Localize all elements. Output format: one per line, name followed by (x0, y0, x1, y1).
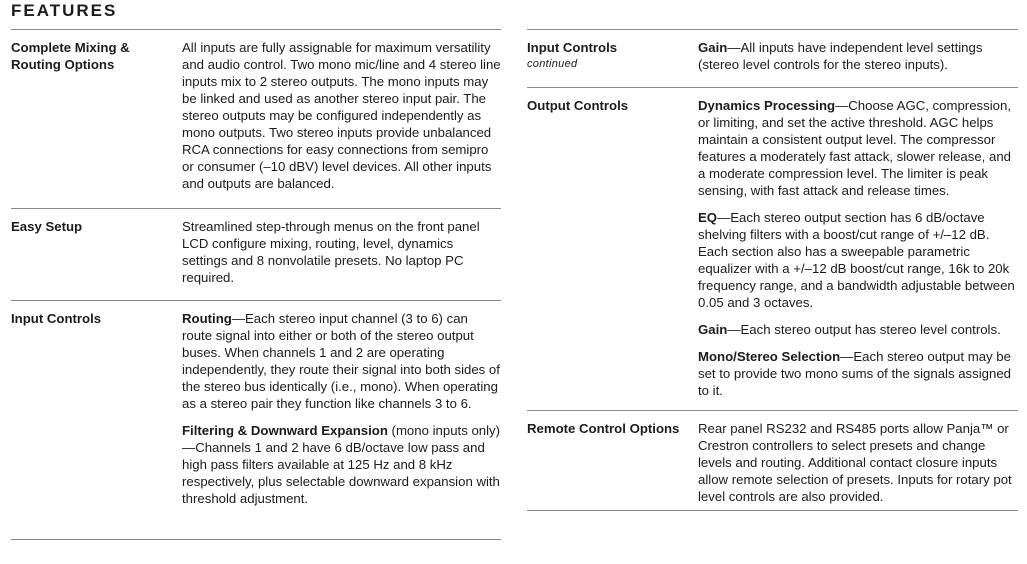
section-heading (527, 97, 698, 403)
right-column (527, 29, 1018, 511)
paragraph-text: —All inputs have independent level settings (stereo level controls for the stereo inputs). (698, 40, 983, 72)
section-body (182, 218, 501, 284)
section-heading-text: Input Controls (11, 311, 102, 326)
section-paragraph (698, 97, 1018, 199)
section-body (182, 310, 501, 533)
section-body (698, 39, 1018, 79)
paragraph-text: —Choose AGC, compression, or limiting, and set the active threshold. AGC helps maintain a consistent output level. The compressor features a moderately fast attack, slower release, and a moderate compression level. The limiter is peak sensing, with fast attack and release times. (698, 98, 1011, 198)
feature-section (527, 87, 1018, 410)
section-paragraph (698, 321, 1018, 338)
section-heading (11, 218, 182, 284)
section-heading-text: Output Controls (527, 98, 629, 113)
paragraph-text: —Each stereo input channel (3 to 6) can route signal into either or both of the stereo output buses. When channels 1 and 2 are operating independently, they route their signal into both sides of the stereo bus identically (i.e., mono). When operating as a stereo pair they function like channels 3 to 6. (182, 311, 500, 411)
paragraph-lead: EQ (698, 210, 718, 225)
paragraph-text: All inputs are fully assignable for maximum versatility and audio control. Two mono mic/line and 4 stereo line inputs mix to 2 stereo outputs. The mono inputs may be linked and used as another stereo input pair. The stereo outputs may be configured independently as mono outputs. Two stereo inputs provide unbalanced RCA connections for easy connections from semipro or consumer (–10 dBV) level devices. All other inputs and outputs are balanced. (182, 40, 501, 191)
paragraph-text: Streamlined step-through menus on the front panel LCD configure mixing, routing, level, dynamics settings and 8 nonvolatile presets. No laptop PC required. (182, 219, 480, 285)
feature-section (527, 410, 1018, 511)
section-heading-text: Complete Mixing & Routing Options (11, 40, 130, 72)
section-heading-text: Input Controls (527, 40, 618, 55)
section-paragraph (182, 310, 501, 412)
paragraph-lead: Filtering & Downward Expansion (182, 423, 388, 438)
paragraph-lead: Gain (698, 322, 728, 337)
feature-section (11, 300, 501, 540)
paragraph-lead: Mono/Stereo Selection (698, 349, 841, 364)
paragraph-text: —Each stereo output may be set to provide two mono sums of the signals assigned to it. (698, 349, 1012, 398)
section-heading-text: Remote Control Options (527, 421, 680, 436)
section-paragraph (698, 348, 1018, 399)
page-title: FEATURES (11, 1, 118, 20)
paragraph-lead: Routing (182, 311, 232, 326)
left-column (11, 29, 501, 540)
section-paragraph (698, 420, 1018, 505)
section-heading (527, 420, 698, 501)
paragraph-lead: Gain (698, 40, 728, 55)
feature-section (11, 29, 501, 208)
section-paragraph (182, 39, 501, 192)
section-paragraph (182, 422, 501, 507)
section-subheading: continued (527, 58, 578, 70)
paragraph-text: (mono inputs only)—Channels 1 and 2 have 6 dB/octave low pass and high pass filters available at 125 Hz and 8 kHz respectively, plus selectable downward expansion with threshold adjustment. (182, 423, 501, 506)
section-paragraph (698, 39, 1018, 73)
paragraph-text: Rear panel RS232 and RS485 ports allow Panja™ or Crestron controllers to select presets and change levels and routing. Additional contact closure inputs allow remote selection of presets. Inputs for rotary pot level controls are also provided. (698, 421, 1012, 504)
feature-section (527, 29, 1018, 87)
section-heading-text: Easy Setup (11, 219, 83, 234)
feature-section (11, 208, 501, 300)
paragraph-text: —Each stereo output has stereo level controls. (727, 322, 1001, 337)
section-paragraph (698, 209, 1018, 311)
section-heading (11, 39, 182, 208)
section-body (698, 420, 1018, 504)
section-body (698, 97, 1018, 403)
section-heading (527, 39, 698, 79)
paragraph-lead: Dynamics Processing (698, 98, 836, 113)
section-paragraph (182, 218, 501, 286)
section-body (182, 39, 501, 208)
paragraph-text: —Each stereo output section has 6 dB/octave shelving filters with a boost/cut range of +/–12 dB. Each section also has a sweepable parametric equalizer with a +/–12 dB boost/cut range, 16k to 20k frequency range, and a bandwidth adjustable between 0.05 and 3 octaves. (698, 210, 1015, 310)
section-heading (11, 310, 182, 533)
